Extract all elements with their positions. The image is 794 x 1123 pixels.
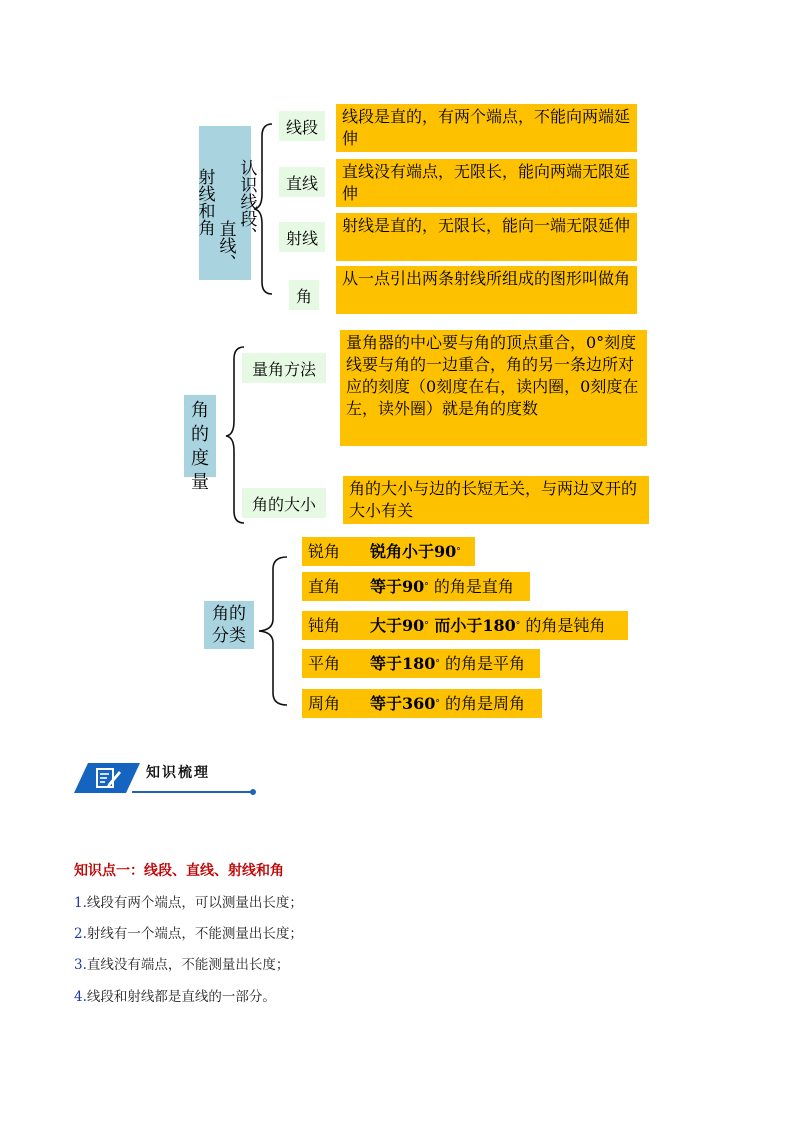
- list-item: [74, 922, 303, 942]
- class-right: 直角 等于90 ° 的角是直角: [302, 572, 530, 601]
- header-underline-dot: [250, 789, 256, 795]
- item-text: 直线没有端点，不能测量出长度；: [86, 957, 290, 973]
- section1-title-col2: 直线、: [215, 220, 236, 271]
- item-number: 3.: [74, 957, 87, 973]
- class-full: 周角 等于360 ° 的角是周角: [302, 689, 542, 718]
- knowledge-header-title: 知识梳理: [146, 765, 210, 781]
- desc-ray: 射线是直的，无限长，能向一端无限延伸: [336, 213, 637, 261]
- straight-term: 平角: [308, 653, 341, 673]
- item-text: 射线有一个端点，不能测量出长度；: [86, 926, 303, 942]
- list-item: [74, 985, 276, 1005]
- section3-brace: [257, 555, 291, 708]
- knowledge-point-title: 知识点一：线段、直线、射线和角: [74, 863, 284, 879]
- section3-title-box: [204, 601, 254, 649]
- term-angle: 角: [289, 280, 319, 310]
- item-number: 2.: [74, 926, 87, 942]
- right-desc-pre: 等于90: [370, 576, 425, 596]
- item-text: 线段有两个端点，可以测量出长度；: [86, 895, 303, 911]
- section2-title-line1: 角的: [191, 400, 209, 445]
- term-measure-method: 量角方法: [242, 353, 326, 383]
- obtuse-desc-pre: 大于90: [370, 615, 425, 635]
- straight-desc-post: 的角是平角: [439, 653, 525, 673]
- straight-desc-pre: 等于180: [370, 653, 436, 673]
- notepad-pencil-icon: [94, 766, 122, 790]
- section2-title-box: [184, 395, 216, 493]
- desc-angle-size: 角的大小与边的长短无关，与两边叉开的大小有关: [343, 476, 649, 524]
- knowledge-header: [74, 760, 256, 796]
- full-desc-post: 的角是周角: [439, 693, 525, 713]
- section1-brace: [252, 122, 276, 297]
- obtuse-desc-mid: 而小于180: [428, 615, 516, 635]
- section3-title-line2: 分类: [212, 626, 246, 646]
- desc-segment: 线段是直的，有两个端点，不能向两端延伸: [336, 104, 637, 152]
- full-term: 周角: [308, 693, 341, 713]
- class-straight: 平角 等于180 ° 的角是平角: [302, 649, 540, 678]
- section1-title-box: [194, 126, 257, 280]
- term-ray: 射线: [279, 222, 325, 252]
- item-text: 线段和射线都是直线的一部分。: [86, 989, 276, 1005]
- desc-measure-method: [340, 330, 647, 446]
- section1-title-col3: 射线和角: [194, 167, 215, 236]
- item-number: 1.: [74, 895, 87, 911]
- list-item: [74, 953, 289, 973]
- section3-title-line1: 角的: [212, 604, 246, 624]
- list-item: [74, 891, 303, 911]
- header-underline: [132, 791, 254, 793]
- obtuse-desc-post: 的角是钝角: [520, 615, 606, 635]
- class-obtuse: 钝角 大于90 ° 而小于180 ° 的角是钝角: [302, 611, 628, 640]
- desc-line: 直线没有端点，无限长，能向两端无限延伸: [336, 159, 637, 207]
- acute-desc: 锐角小于90: [370, 541, 457, 561]
- term-segment: 线段: [279, 111, 325, 141]
- measure-method-text: 量角器的中心要与角的顶点重合，0°刻度线要与角的一边重合，角的另一条边所对应的刻度（0刻度在右，读内圈，0刻度在左，读外圈）就是角的度数: [346, 333, 639, 418]
- right-desc-post: 的角是直角: [428, 576, 514, 596]
- class-acute: 锐角 锐角小于90 °: [302, 537, 475, 566]
- full-desc-pre: 等于360: [370, 693, 436, 713]
- item-number: 4.: [74, 989, 87, 1005]
- desc-angle: 从一点引出两条射线所组成的图形叫做角: [336, 266, 637, 314]
- term-line: 直线: [279, 167, 325, 197]
- acute-term: 锐角: [308, 541, 341, 561]
- section1-title-col1: 认识线段、: [236, 159, 257, 244]
- section2-title-line2: 度量: [191, 448, 209, 493]
- term-angle-size: 角的大小: [242, 488, 326, 518]
- obtuse-term: 钝角: [308, 615, 341, 635]
- right-term: 直角: [308, 576, 341, 596]
